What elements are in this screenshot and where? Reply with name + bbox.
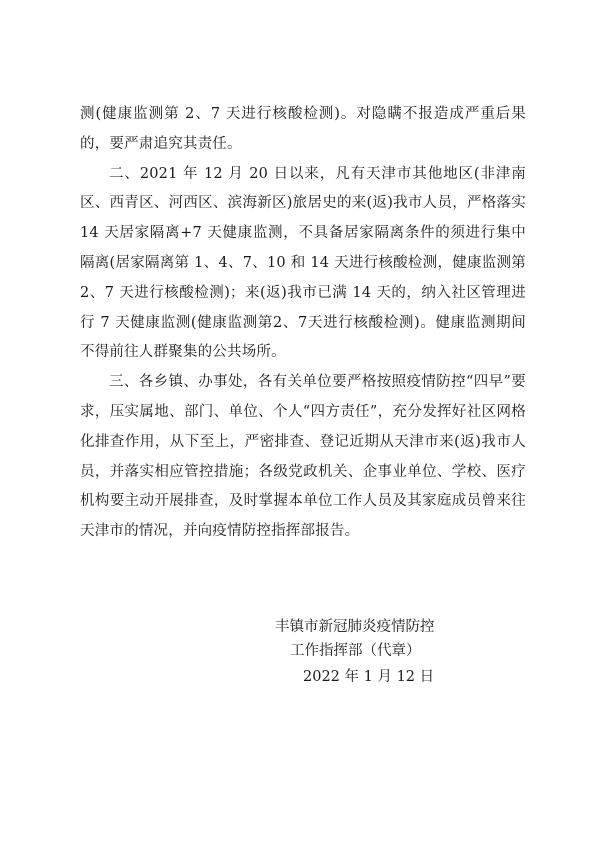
paragraph-continuation: 测(健康监测第 2、7 天进行核酸检测)。对隐瞒不报造成严重后果的，要严肃追究其责任。 — [80, 106, 526, 152]
paragraph-item-two: 二、2021 年 12 月 20 日以来，凡有天津市其他地区(非津南区、西青区、河西区、滨海新区)旅居史的来(返)我市人员，严格落实 14 天居家隔离+7 天健康监测，不具备居家隔离条件的须进行集中隔离(居家隔离第 1、4、7、10 和 14 天进行核酸检测，健康监测第 2、7 天进行核酸检测)；来(返)我市已满 14 天的，纳入社区管理进行 7 天健康监测(健康监测第2、7天进行核酸检测)。健康监测期间不得前往人群聚集的公共场所。 — [80, 165, 526, 361]
signature-organization-line1: 丰镇市新冠肺炎疫情防控 — [275, 619, 435, 635]
document-body — [80, 100, 526, 547]
signature-date: 2022 年 1 月 12 日 — [303, 669, 435, 685]
signature-organization-line2: 工作指挥部（代章） — [290, 643, 421, 659]
paragraph-item-three: 三、各乡镇、办事处，各有关单位要严格按照疫情防控“四早”要求，压实属地、部门、单位、个人“四方责任”，充分发挥好社区网格化排查作用，从下至上，严密排查、登记近期从天津市来(返)我市人员，并落实相应管控措施；各级党政机关、企事业单位、学校、医疗机构要主动开展排查，及时掌握本单位工作人员及其家庭成员曾来往天津市的情况，并向疫情防控指挥部报告。 — [80, 374, 526, 540]
